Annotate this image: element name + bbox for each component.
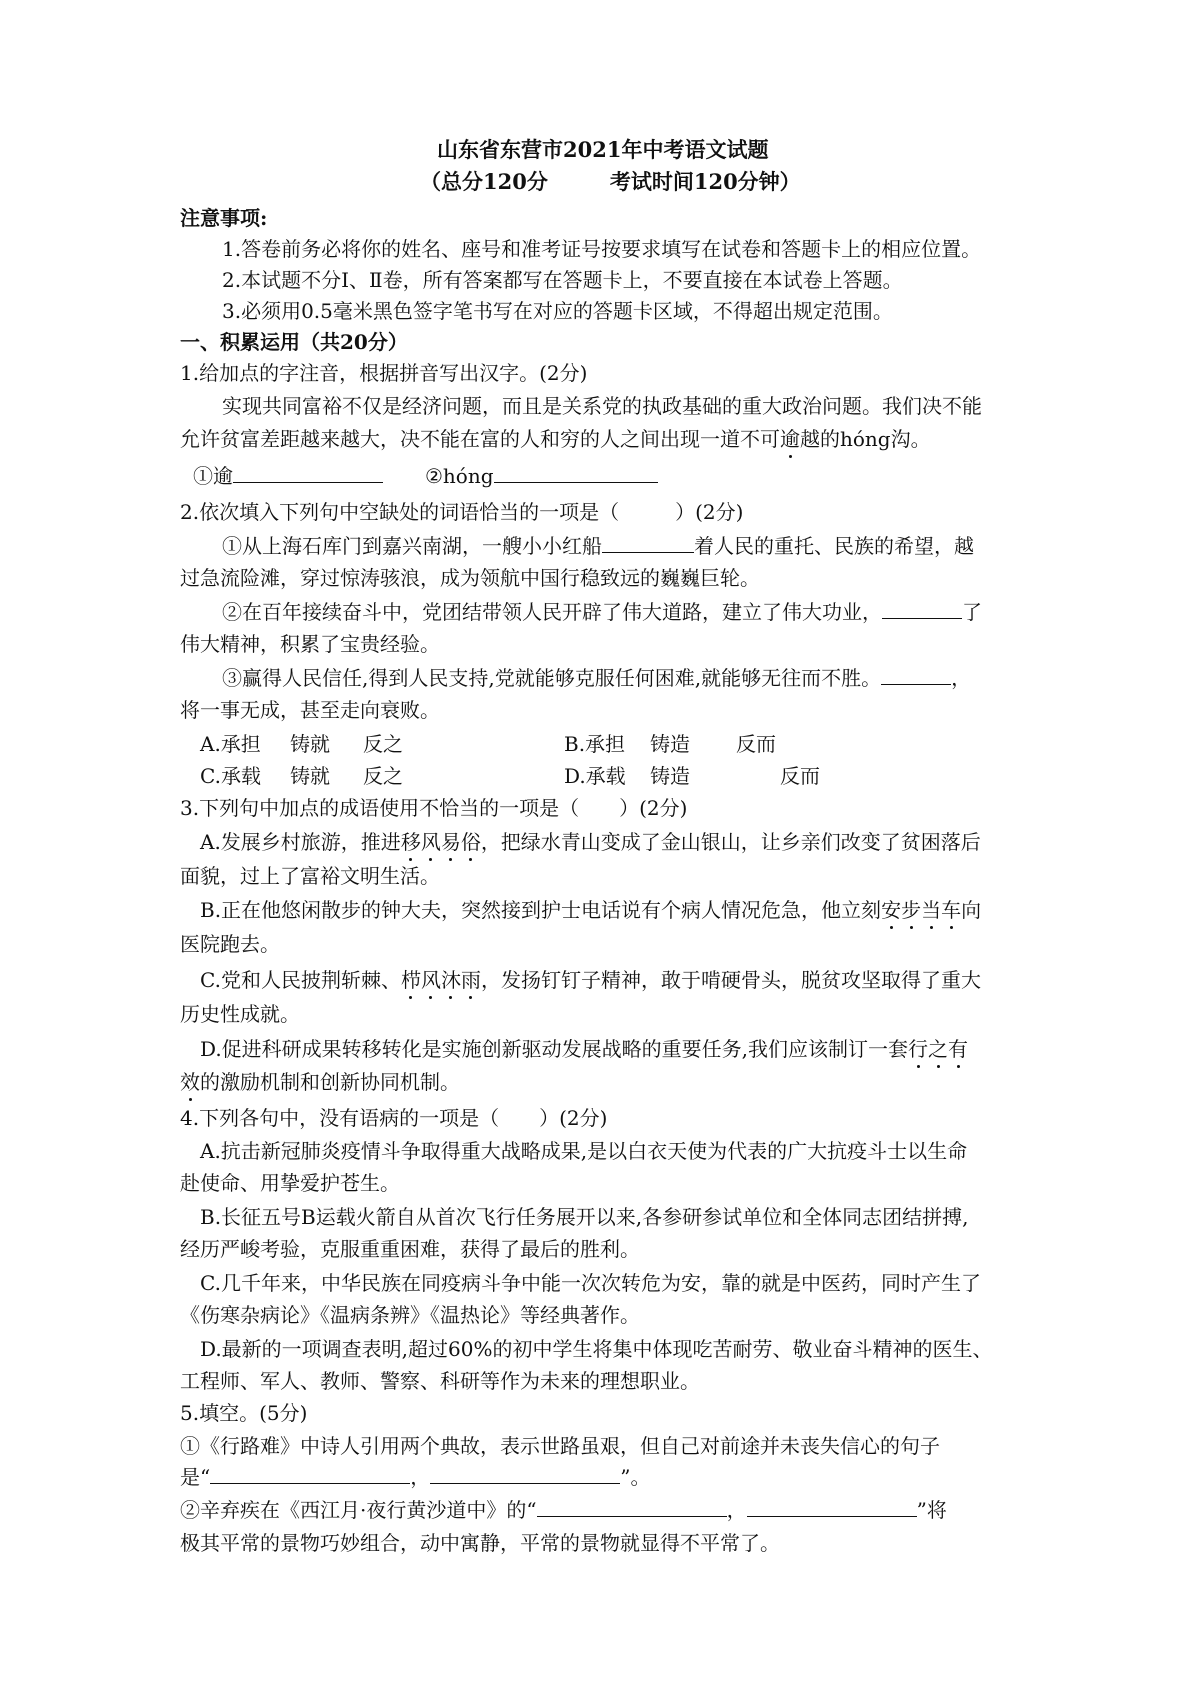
- question-passage: 实现共同富裕不仅是经济问题，而且是关系党的执政基础的重大政治问题。我们决不能: [222, 394, 982, 418]
- stem-text: 2.依次填入下列句中空缺处的词语恰当的一项是（: [180, 500, 620, 524]
- sentence-text: ②在百年接续奋斗中，党团结带领人民开辟了伟大道路，建立了伟大功业，: [222, 600, 882, 624]
- option-continuation: 工程师、军人、教师、警察、科研等作为未来的理想职业。: [180, 1369, 700, 1393]
- choice-option[interactable]: D.最新的一项调查表明,超过60%的初中学生将集中体现吃苦耐劳、敬业奋斗精神的医生、: [200, 1337, 993, 1361]
- option-word: A.承担: [200, 732, 261, 756]
- option-continuation: [180, 1068, 460, 1096]
- section-heading: 一、积累运用（共20分）: [180, 330, 408, 354]
- note-item: 2.本试题不分Ⅰ、Ⅱ卷，所有答案都写在答题卡上，不要直接在本试卷上答题。: [222, 268, 903, 292]
- fill-text: 是“: [180, 1465, 211, 1489]
- note-item: 1.答卷前务必将你的姓名、座号和准考证号按要求填写在试卷和答题卡上的相应位置。: [222, 237, 982, 261]
- dotted-char: 栉: [400, 968, 421, 992]
- sentence-text: 了: [962, 600, 982, 624]
- option-word: 铸就: [290, 764, 330, 788]
- choice-option[interactable]: [200, 896, 981, 924]
- option-continuation: 《伤寒杂病论》《温病条辨》《温热论》等经典著作。: [180, 1303, 640, 1327]
- stem-text: ）(2分): [539, 1106, 608, 1130]
- option-word: 反而: [780, 764, 820, 788]
- choice-option[interactable]: [200, 966, 981, 994]
- option-text: 的激励机制和创新协同机制。: [200, 1070, 460, 1094]
- sentence-text: 着人民的重托、民族的希望，越: [694, 534, 974, 558]
- dotted-idiom: [881, 898, 961, 922]
- question-passage: [180, 425, 931, 453]
- dotted-char: 行: [908, 1037, 929, 1061]
- passage-text: 允许贫富差距越来越大，决不能在富的人和穷的人之间出现一道不可: [180, 427, 780, 451]
- option-text: A.发展乡村旅游，推进: [200, 830, 401, 854]
- dotted-char: 之: [928, 1037, 949, 1061]
- option-text: ，把绿水青山变成了金山银山，让乡亲们改变了贫困落后: [480, 830, 981, 854]
- option-text: C.党和人民披荆斩棘、: [200, 968, 401, 992]
- fill-item: 极其平常的景物巧妙组合，动中寓静，平常的景物就显得不平常了。: [180, 1531, 780, 1555]
- answer-blank[interactable]: [747, 1496, 917, 1517]
- option-word: D.承载: [564, 764, 626, 788]
- blank-label: ①逾: [193, 464, 233, 488]
- option-text: ，发扬钉钉子精神，敢于啃硬骨头，脱贫攻坚取得了重大: [480, 968, 981, 992]
- question-sentence: 伟大精神，积累了宝贵经验。: [180, 632, 440, 656]
- exam-duration: 考试时间120分钟）: [609, 169, 801, 194]
- sentence-text: ①从上海石库门到嘉兴南湖，一艘小小红船: [222, 534, 602, 558]
- fill-text: ”。: [620, 1465, 651, 1489]
- dotted-char: 步: [901, 898, 922, 922]
- question-sentence: 将一事无成，甚至走向衰败。: [180, 698, 440, 722]
- answer-blank[interactable]: [537, 1496, 727, 1517]
- option-continuation: 经历严峻考验，克服重重困难，获得了最后的胜利。: [180, 1237, 640, 1261]
- answer-blank[interactable]: [233, 462, 383, 483]
- choice-option[interactable]: [200, 1035, 968, 1063]
- option-continuation: 赴使命、用挚爱护苍生。: [180, 1171, 400, 1195]
- dotted-char: 沐: [440, 968, 461, 992]
- notes-heading: 注意事项:: [180, 206, 268, 230]
- exam-subtitle: [420, 168, 801, 196]
- question-stem: 5.填空。(5分): [180, 1401, 308, 1425]
- question-sentence: [222, 532, 974, 560]
- dotted-char: 效: [180, 1070, 200, 1094]
- dotted-char: 俗: [460, 830, 481, 854]
- option-text: D.促进科研成果转移转化是实施创新驱动发展战略的重要任务,我们应该制订一套: [200, 1037, 909, 1061]
- answer-blank[interactable]: [881, 664, 951, 685]
- question-stem: [180, 1104, 607, 1132]
- dotted-idiom: [401, 968, 481, 992]
- option-text: 向: [961, 898, 982, 922]
- fill-text: ，: [726, 1498, 747, 1522]
- option-word: C.承载: [200, 764, 261, 788]
- fill-text: ②辛弃疾在《西江月·夜行黄沙道中》的“: [180, 1498, 537, 1522]
- answer-blank[interactable]: [210, 1463, 410, 1484]
- answer-blank[interactable]: [494, 462, 658, 483]
- dotted-char: 雨: [460, 968, 481, 992]
- sentence-text: ，: [951, 666, 972, 690]
- choice-option[interactable]: [200, 828, 981, 856]
- fill-text: ，: [410, 1465, 431, 1489]
- question-sentence: [222, 598, 982, 626]
- choice-option[interactable]: [200, 730, 403, 758]
- stem-text: 3.下列句中加点的成语使用不恰当的一项是（: [180, 796, 580, 820]
- dotted-idiom: [180, 1070, 200, 1094]
- choice-option[interactable]: [564, 730, 776, 758]
- option-word: 反而: [736, 732, 776, 756]
- question-sentence: [222, 664, 971, 692]
- option-word: 铸造: [650, 732, 690, 756]
- dotted-char: 当: [921, 898, 942, 922]
- dotted-char: 风: [420, 830, 441, 854]
- answer-blank[interactable]: [882, 598, 962, 619]
- stem-text: ）(2分): [619, 796, 688, 820]
- stem-text: 4.下列各句中，没有语病的一项是（: [180, 1106, 500, 1130]
- question-stem: 1.给加点的字注音，根据拼音写出汉字。(2分): [180, 361, 588, 385]
- choice-option[interactable]: C.几千年来，中华民族在同疫病斗争中能一次次转危为安，靠的就是中医药，同时产生了: [200, 1271, 981, 1295]
- dotted-idiom: [401, 830, 481, 854]
- dotted-char: 易: [440, 830, 461, 854]
- stem-text: ）(2分): [675, 500, 744, 524]
- question-stem: [180, 498, 743, 526]
- dotted-idiom: [908, 1037, 968, 1061]
- option-text: B.正在他悠闲散步的钟大夫，突然接到护士电话说有个病人情况危急，他立刻: [200, 898, 882, 922]
- fill-item: [180, 1496, 947, 1524]
- answer-line: [193, 462, 658, 490]
- option-word: 铸就: [290, 732, 330, 756]
- passage-text: 越的hóng沟。: [800, 427, 931, 451]
- option-continuation: 历史性成就。: [180, 1002, 300, 1026]
- option-continuation: 医院跑去。: [180, 932, 280, 956]
- question-stem: [180, 794, 687, 822]
- total-score: （总分120分: [420, 169, 548, 194]
- fill-item: [180, 1463, 650, 1491]
- question-sentence: 过急流险滩，穿过惊涛骇浪，成为领航中国行稳致远的巍巍巨轮。: [180, 566, 760, 590]
- choice-option[interactable]: [564, 762, 820, 790]
- dotted-char: 车: [941, 898, 962, 922]
- option-word: 反之: [363, 732, 403, 756]
- note-item: 3.必须用0.5毫米黑色签字笔书写在对应的答题卡区域，不得超出规定范围。: [222, 299, 893, 323]
- option-word: 反之: [363, 764, 403, 788]
- choice-option[interactable]: B.长征五号B运载火箭自从首次飞行任务展开以来,各参研参试单位和全体同志团结拼搏,: [200, 1205, 969, 1229]
- choice-option[interactable]: A.抗击新冠肺炎疫情斗争取得重大战略成果,是以白衣天使为代表的广大抗疫斗士以生命: [200, 1139, 968, 1163]
- option-continuation: 面貌，过上了富裕文明生活。: [180, 864, 440, 888]
- blank-label: ②hóng: [425, 464, 494, 488]
- sentence-text: ③赢得人民信任,得到人民支持,党就能够克服任何困难,就能够无往而不胜。: [222, 666, 882, 690]
- option-word: 铸造: [650, 764, 690, 788]
- choice-option[interactable]: [200, 762, 403, 790]
- dotted-char: 逾: [780, 427, 800, 451]
- exam-title: 山东省东营市2021年中考语文试题: [437, 137, 769, 162]
- dotted-char: 移: [400, 830, 421, 854]
- fill-item: ①《行路难》中诗人引用两个典故，表示世路虽艰，但自己对前途并未丧失信心的句子: [180, 1434, 940, 1458]
- dotted-char: 风: [420, 968, 441, 992]
- fill-text: ”将: [916, 1498, 947, 1522]
- dotted-char: 安: [881, 898, 902, 922]
- answer-blank[interactable]: [430, 1463, 620, 1484]
- option-word: B.承担: [564, 732, 626, 756]
- dotted-char: 有: [948, 1037, 969, 1061]
- answer-blank[interactable]: [602, 532, 694, 553]
